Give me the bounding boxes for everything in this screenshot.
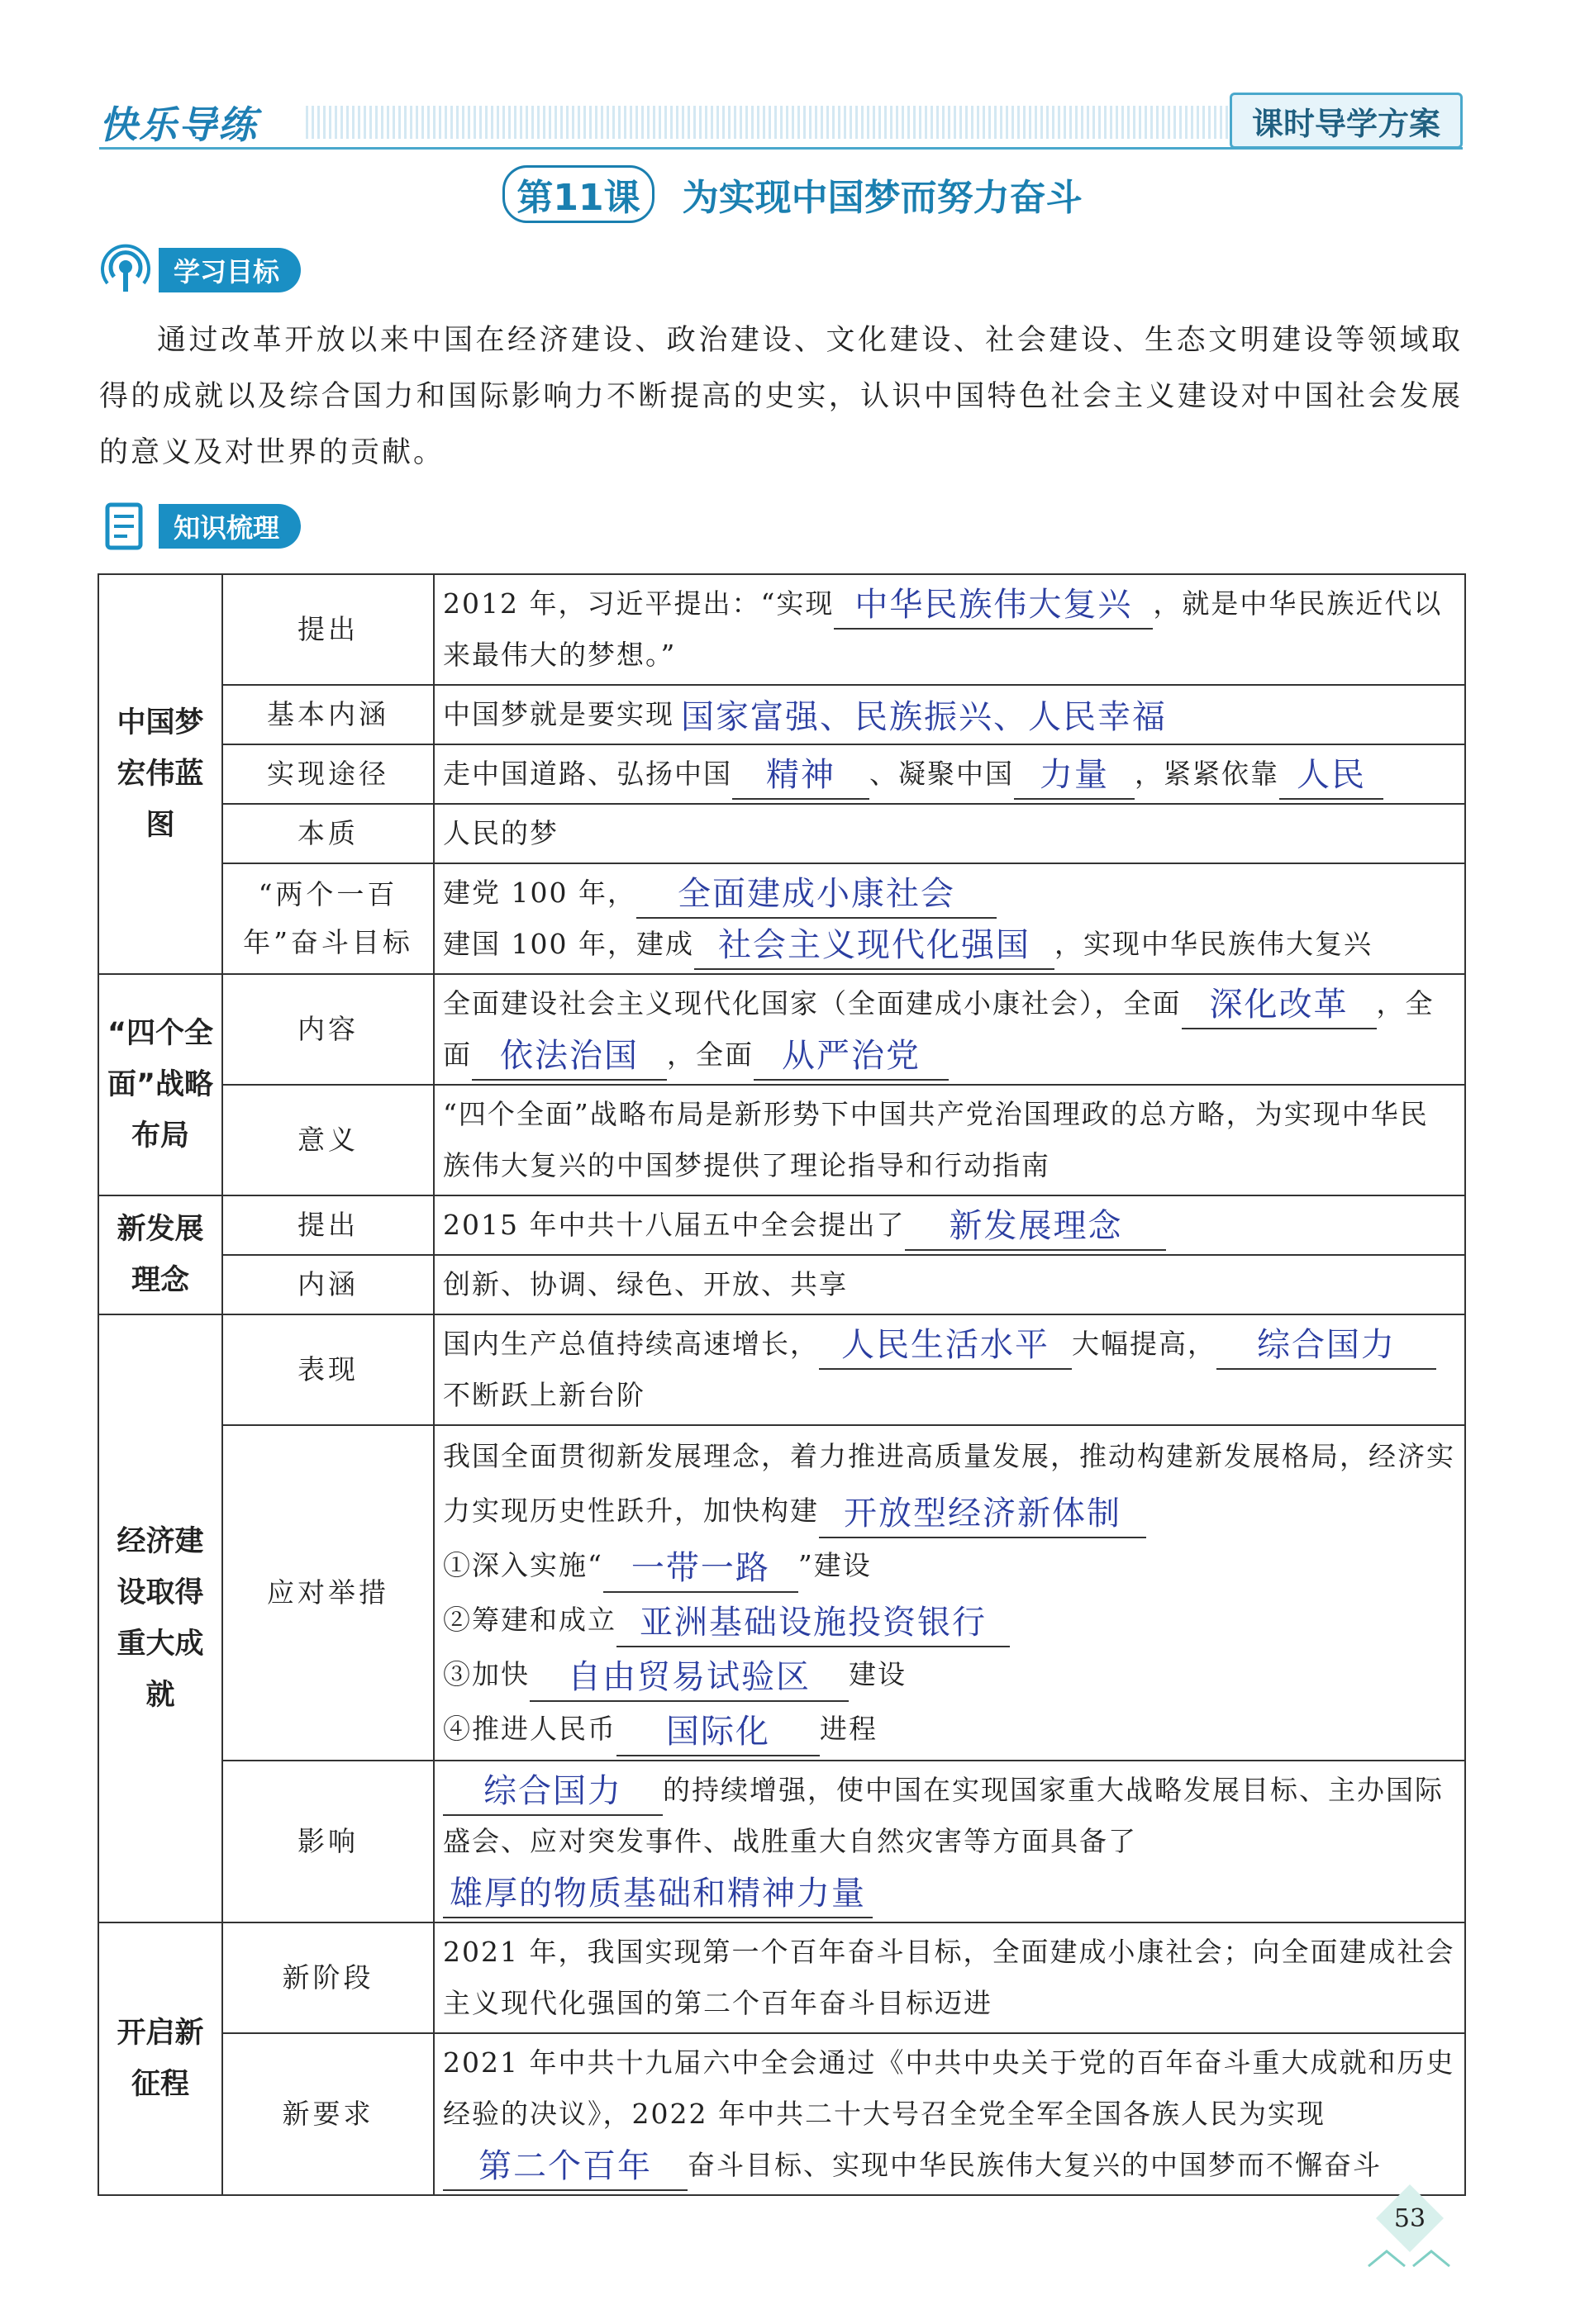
table-row (98, 974, 1465, 1085)
table-row (98, 863, 1465, 974)
notebook-icon (99, 500, 152, 553)
row-content: 人民的梦 (434, 804, 1465, 863)
category-dream: 中国梦宏伟蓝图 (98, 574, 222, 974)
broadcast-icon (99, 244, 152, 297)
row-label: 实现途径 (222, 744, 434, 804)
category-economy: 经济建设取得重大成就 (98, 1314, 222, 1922)
row-content: 全面建设社会主义现代化国家（全面建成小康社会），全面 深化改革 ，全面 依法治国 ，全面 从严治党 (434, 974, 1465, 1085)
table-row (98, 1761, 1465, 1922)
row-content: 2021 年，我国实现第一个百年奋斗目标，全面建成小康社会；向全面建成社会主义现代化强国的第二个百年奋斗目标迈进 (434, 1922, 1465, 2033)
header-decoration (306, 106, 1297, 139)
book-logo (99, 97, 258, 147)
table-row (98, 1922, 1465, 2033)
goal-text: 通过改革开放以来中国在经济建设、政治建设、文化建设、社会建设、生态文明建设等领域取得的成就以及综合国力和国际影响力不断提高的史实，认识中国特色社会主义建设对中国社会发展的意义及对世界的贡献。 (99, 324, 1463, 469)
answer: 第二个百年 (443, 2143, 688, 2191)
row-content: 走中国道路、弘扬中国 精神 、凝聚中国 力量 ，紧紧依靠 人民 (434, 744, 1465, 804)
answer: 依法治国 (472, 1033, 667, 1081)
table-row (98, 1314, 1465, 1425)
category-four-comprehensives: “四个全面”战略布局 (98, 974, 222, 1195)
table-row (98, 1425, 1465, 1761)
page-number: 53 (1370, 2193, 1449, 2243)
row-label: 意义 (222, 1085, 434, 1195)
answer: 中华民族伟大复兴 (834, 582, 1153, 630)
row-content: 综合国力 的持续增强，使中国在实现国家重大战略发展目标、主办国际盛会、应对突发事件、战胜重大自然灾害等方面具备了雄厚的物质基础和精神力量 (434, 1761, 1465, 1922)
answer: 亚洲基础设施投资银行 (616, 1599, 1010, 1647)
row-label: 表现 (222, 1314, 434, 1425)
row-label: 提出 (222, 574, 434, 685)
category-new-journey: 开启新征程 (98, 1922, 222, 2195)
answer: 从严治党 (754, 1033, 949, 1081)
header-badge: 课时导学方案 (1230, 93, 1463, 149)
chevron-decoration-icon (1364, 2243, 1454, 2271)
row-content: 2015 年中共十八届五中全会提出了 新发展理念 (434, 1195, 1465, 1255)
answer: 综合国力 (443, 1768, 663, 1816)
answer: 新发展理念 (905, 1203, 1166, 1251)
answer: 综合国力 (1216, 1322, 1436, 1370)
logo-text: 快乐导练 (99, 102, 258, 147)
section-goals (99, 241, 301, 299)
answer: 国际化 (616, 1709, 820, 1756)
section-knowledge (99, 497, 301, 555)
page-header (99, 97, 1463, 150)
row-label: 提出 (222, 1195, 434, 1255)
row-label: 新阶段 (222, 1922, 434, 2033)
answer: 人民生活水平 (819, 1322, 1072, 1370)
row-content: 建党 100 年， 全面建成小康社会 建国 100 年，建成 社会主义现代化强国 ，实现中华民族伟大复兴 (434, 863, 1465, 974)
table-row (98, 2033, 1465, 2195)
table-row (98, 1255, 1465, 1314)
row-label: 基本内涵 (222, 685, 434, 744)
knowledge-table (98, 573, 1466, 2196)
row-label: 应对举措 (222, 1425, 434, 1761)
answer: 人民 (1279, 752, 1383, 800)
row-label: 本质 (222, 804, 434, 863)
section-knowledge-label: 知识梳理 (159, 504, 301, 549)
table-row (98, 1085, 1465, 1195)
table-row (98, 1195, 1465, 1255)
row-content: 2021 年中共十九届六中全会通过《中共中央关于党的百年奋斗重大成就和历史经验的决议》，2022 年中共二十大号召全党全军全国各族人民为实现第二个百年 奋斗目标、实现中华民族伟大复兴的中国梦而不懈奋斗 (434, 2033, 1465, 2195)
row-content: 中国梦就是要实现 国家富强、民族振兴、人民幸福 (434, 685, 1465, 744)
lesson-title (0, 165, 1585, 223)
answer: 精神 (732, 752, 869, 800)
section-goals-label: 学习目标 (159, 248, 301, 292)
row-label: 新要求 (222, 2033, 434, 2195)
row-content: 2012 年，习近平提出：“实现 中华民族伟大复兴 ，就是中华民族近代以来最伟大的梦想。” (434, 574, 1465, 685)
answer: 深化改革 (1182, 981, 1377, 1029)
table-row (98, 574, 1465, 685)
row-content: 国内生产总值持续高速增长， 人民生活水平 大幅提高， 综合国力不断跃上新台阶 (434, 1314, 1465, 1425)
answer: 一带一路 (603, 1545, 798, 1593)
answer: 开放型经济新体制 (819, 1490, 1146, 1538)
table-row (98, 685, 1465, 744)
answer: 自由贸易试验区 (530, 1654, 849, 1702)
table-row (98, 744, 1465, 804)
category-development-concept: 新发展理念 (98, 1195, 222, 1314)
lesson-number: 第11课 (502, 165, 654, 223)
row-label: 内涵 (222, 1255, 434, 1314)
row-content: 我国全面贯彻新发展理念，着力推进高质量发展，推动构建新发展格局，经济实力实现历史性跃升，加快构建 开放型经济新体制 ①深入实施“ 一带一路 ”建设 ②筹建和成立 亚洲基础设施投资银行 ③加快 自由贸易试验区 建设 ④推进人民币 国际化 进程 (434, 1425, 1465, 1761)
table-row (98, 804, 1465, 863)
lesson-name: 为实现中国梦而努力奋斗 (682, 177, 1083, 219)
row-label: 影响 (222, 1761, 434, 1922)
answer: 社会主义现代化强国 (694, 922, 1054, 970)
answer: 国家富强、民族振兴、人民幸福 (681, 698, 1167, 736)
row-content: 创新、协调、绿色、开放、共享 (434, 1255, 1465, 1314)
answer: 全面建成小康社会 (636, 871, 997, 919)
answer: 雄厚的物质基础和精神力量 (443, 1870, 873, 1918)
answer: 力量 (1014, 752, 1135, 800)
row-content: “四个全面”战略布局是新形势下中国共产党治国理政的总方略，为实现中华民族伟大复兴的中国梦提供了理论指导和行动指南 (434, 1085, 1465, 1195)
row-label: 内容 (222, 974, 434, 1085)
row-label: “两个一百年”奋斗目标 (222, 863, 434, 974)
